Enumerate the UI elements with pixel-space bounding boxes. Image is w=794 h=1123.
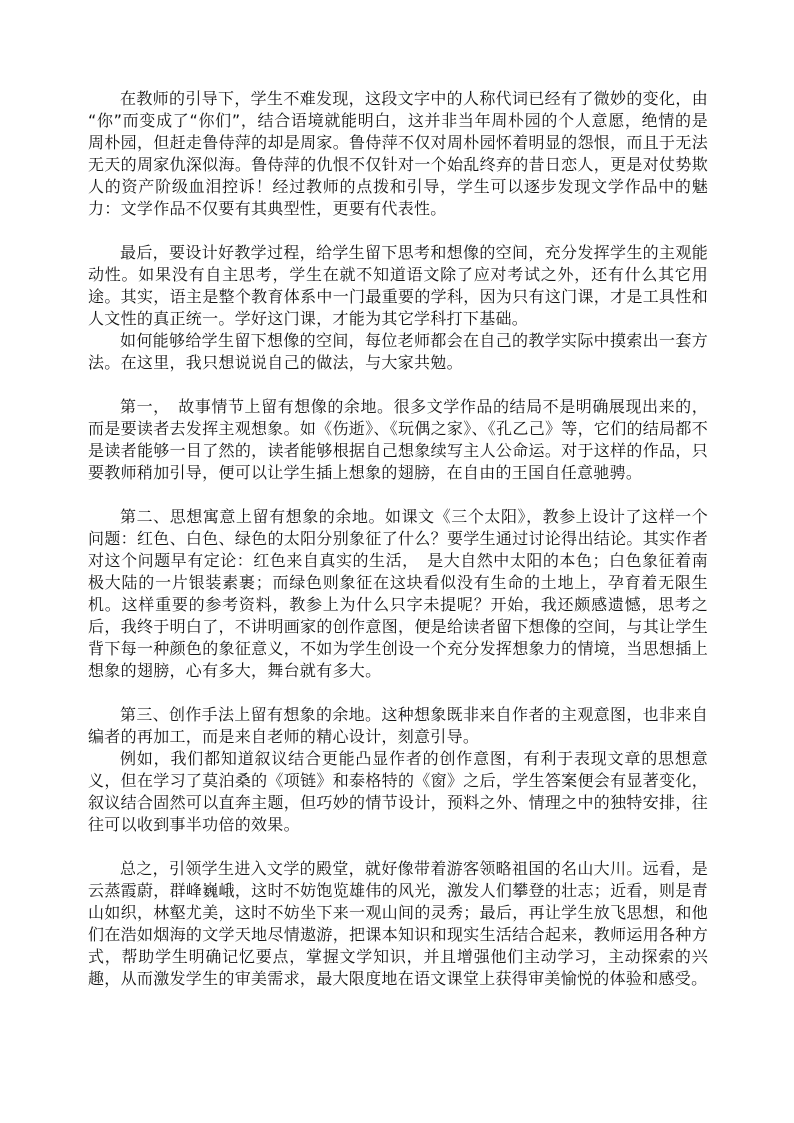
paragraph-7: 例如，我们都知道叙议结合更能凸显作者的创作意图，有利于表现文章的思想意义，但在学习了莫泊桑的《项链》和泰格特的《窗》之后，学生答案便会有显著变化，叙议结合固然可以直奔主题，但巧妙的情节设计，预料之外、情理之中的独特安排，往往可以收到事半功倍的效果。 bbox=[88, 749, 708, 834]
paragraph-4: 第一， 故事情节上留有想像的余地。很多文学作品的结局不是明确展现出来的，而是要读者去发挥主观想象。如《伤逝》、《玩偶之家》、《孔乙己》等，它们的结局都不是读者能够一目了然的，读者能够根据自己想象续写主人公命运。对于这样的作品，只要教师稍加引导，便可以让学生插上想象的翅膀，在自由的王国自任意驰骋。 bbox=[88, 397, 709, 482]
paragraph-3: 如何能够给学生留下想像的空间，每位老师都会在自己的教学实际中摸索出一套方法。在这里，我只想说说自己的做法，与大家共勉。 bbox=[88, 331, 708, 372]
paragraph-5: 第二、思想寓意上留有想象的余地。如课文《三个太阳》，教参上设计了这样一个问题：红色、白色、绿色的太阳分别象征了什么？要学生通过讨论得出结论。其实作者对这个问题早有定论：红色来自真实的生活， 是大自然中太阳的本色；白色象征着南极大陆的一片银装素裹；而绿色则象征在这块看似没有生命的土地上，孕育着无限生机。这样重要的参考资料，教参上为什么只字未提呢？开始，我还颇感遗憾，思考之后，我终于明白了，不讲明画家的创作意图，便是给读者留下想像的空间，与其让学生背下每一种颜色的象征意义，不如为学生创设一个充分发挥想象力的情境，当思想插上想象的翅膀，心有多大，舞台就有多大。 bbox=[88, 507, 708, 680]
paragraph-8: 总之，引领学生进入文学的殿堂，就好像带着游客领略祖国的名山大川。远看，是云蒸霞蔚，群峰巍峨，这时不妨饱览雄伟的风光，激发人们攀登的壮志；近看，则是青山如织，林壑尤美，这时不妨坐下来一观山间的灵秀；最后，再让学生放飞思想，和他们在浩如烟海的文学天地尽情遨游，把课本知识和现实生活结合起来，教师运用各种方式，帮助学生明确记忆要点，掌握文学知识，并且增强他们主动学习，主动探索的兴趣，从而激发学生的审美需求，最大限度地在语文课堂上获得审美愉悦的体验和感受。 bbox=[88, 859, 708, 988]
paragraph-1: 在教师的引导下，学生不难发现，这段文字中的人称代词已经有了微妙的变化，由“你”而变成了“你们”，结合语境就能明白，这并非当年周朴园的个人意愿，绝情的是周朴园，但赶走鲁侍萍的却是周家。鲁侍萍不仅对周朴园怀着明显的怨恨，而且于无法无天的周家仇深似海。鲁侍萍的仇恨不仅针对一个始乱终弃的昔日恋人，更是对仗势欺人的资产阶级血泪控诉！经过教师的点拨和引导，学生可以逐步发现文学作品中的魅力：文学作品不仅要有其典型性，更要有代表性。 bbox=[88, 89, 708, 218]
paragraph-2: 最后，要设计好教学过程，给学生留下思考和想像的空间，充分发挥学生的主观能动性。如果没有自主思考，学生在就不知道语文除了应对考试之外，还有什么其它用途。其实，语主是整个教育体系中一门最重要的学科，因为只有这门课，才是工具性和人文性的真正统一。学好这门课，才能为其它学科打下基础。 bbox=[88, 243, 708, 328]
document-text-block bbox=[88, 88, 708, 990]
paragraph-6: 第三、创作手法上留有想象的余地。这种想象既非来自作者的主观意图，也非来自编者的再加工，而是来自老师的精心设计，刻意引导。 bbox=[88, 705, 708, 746]
